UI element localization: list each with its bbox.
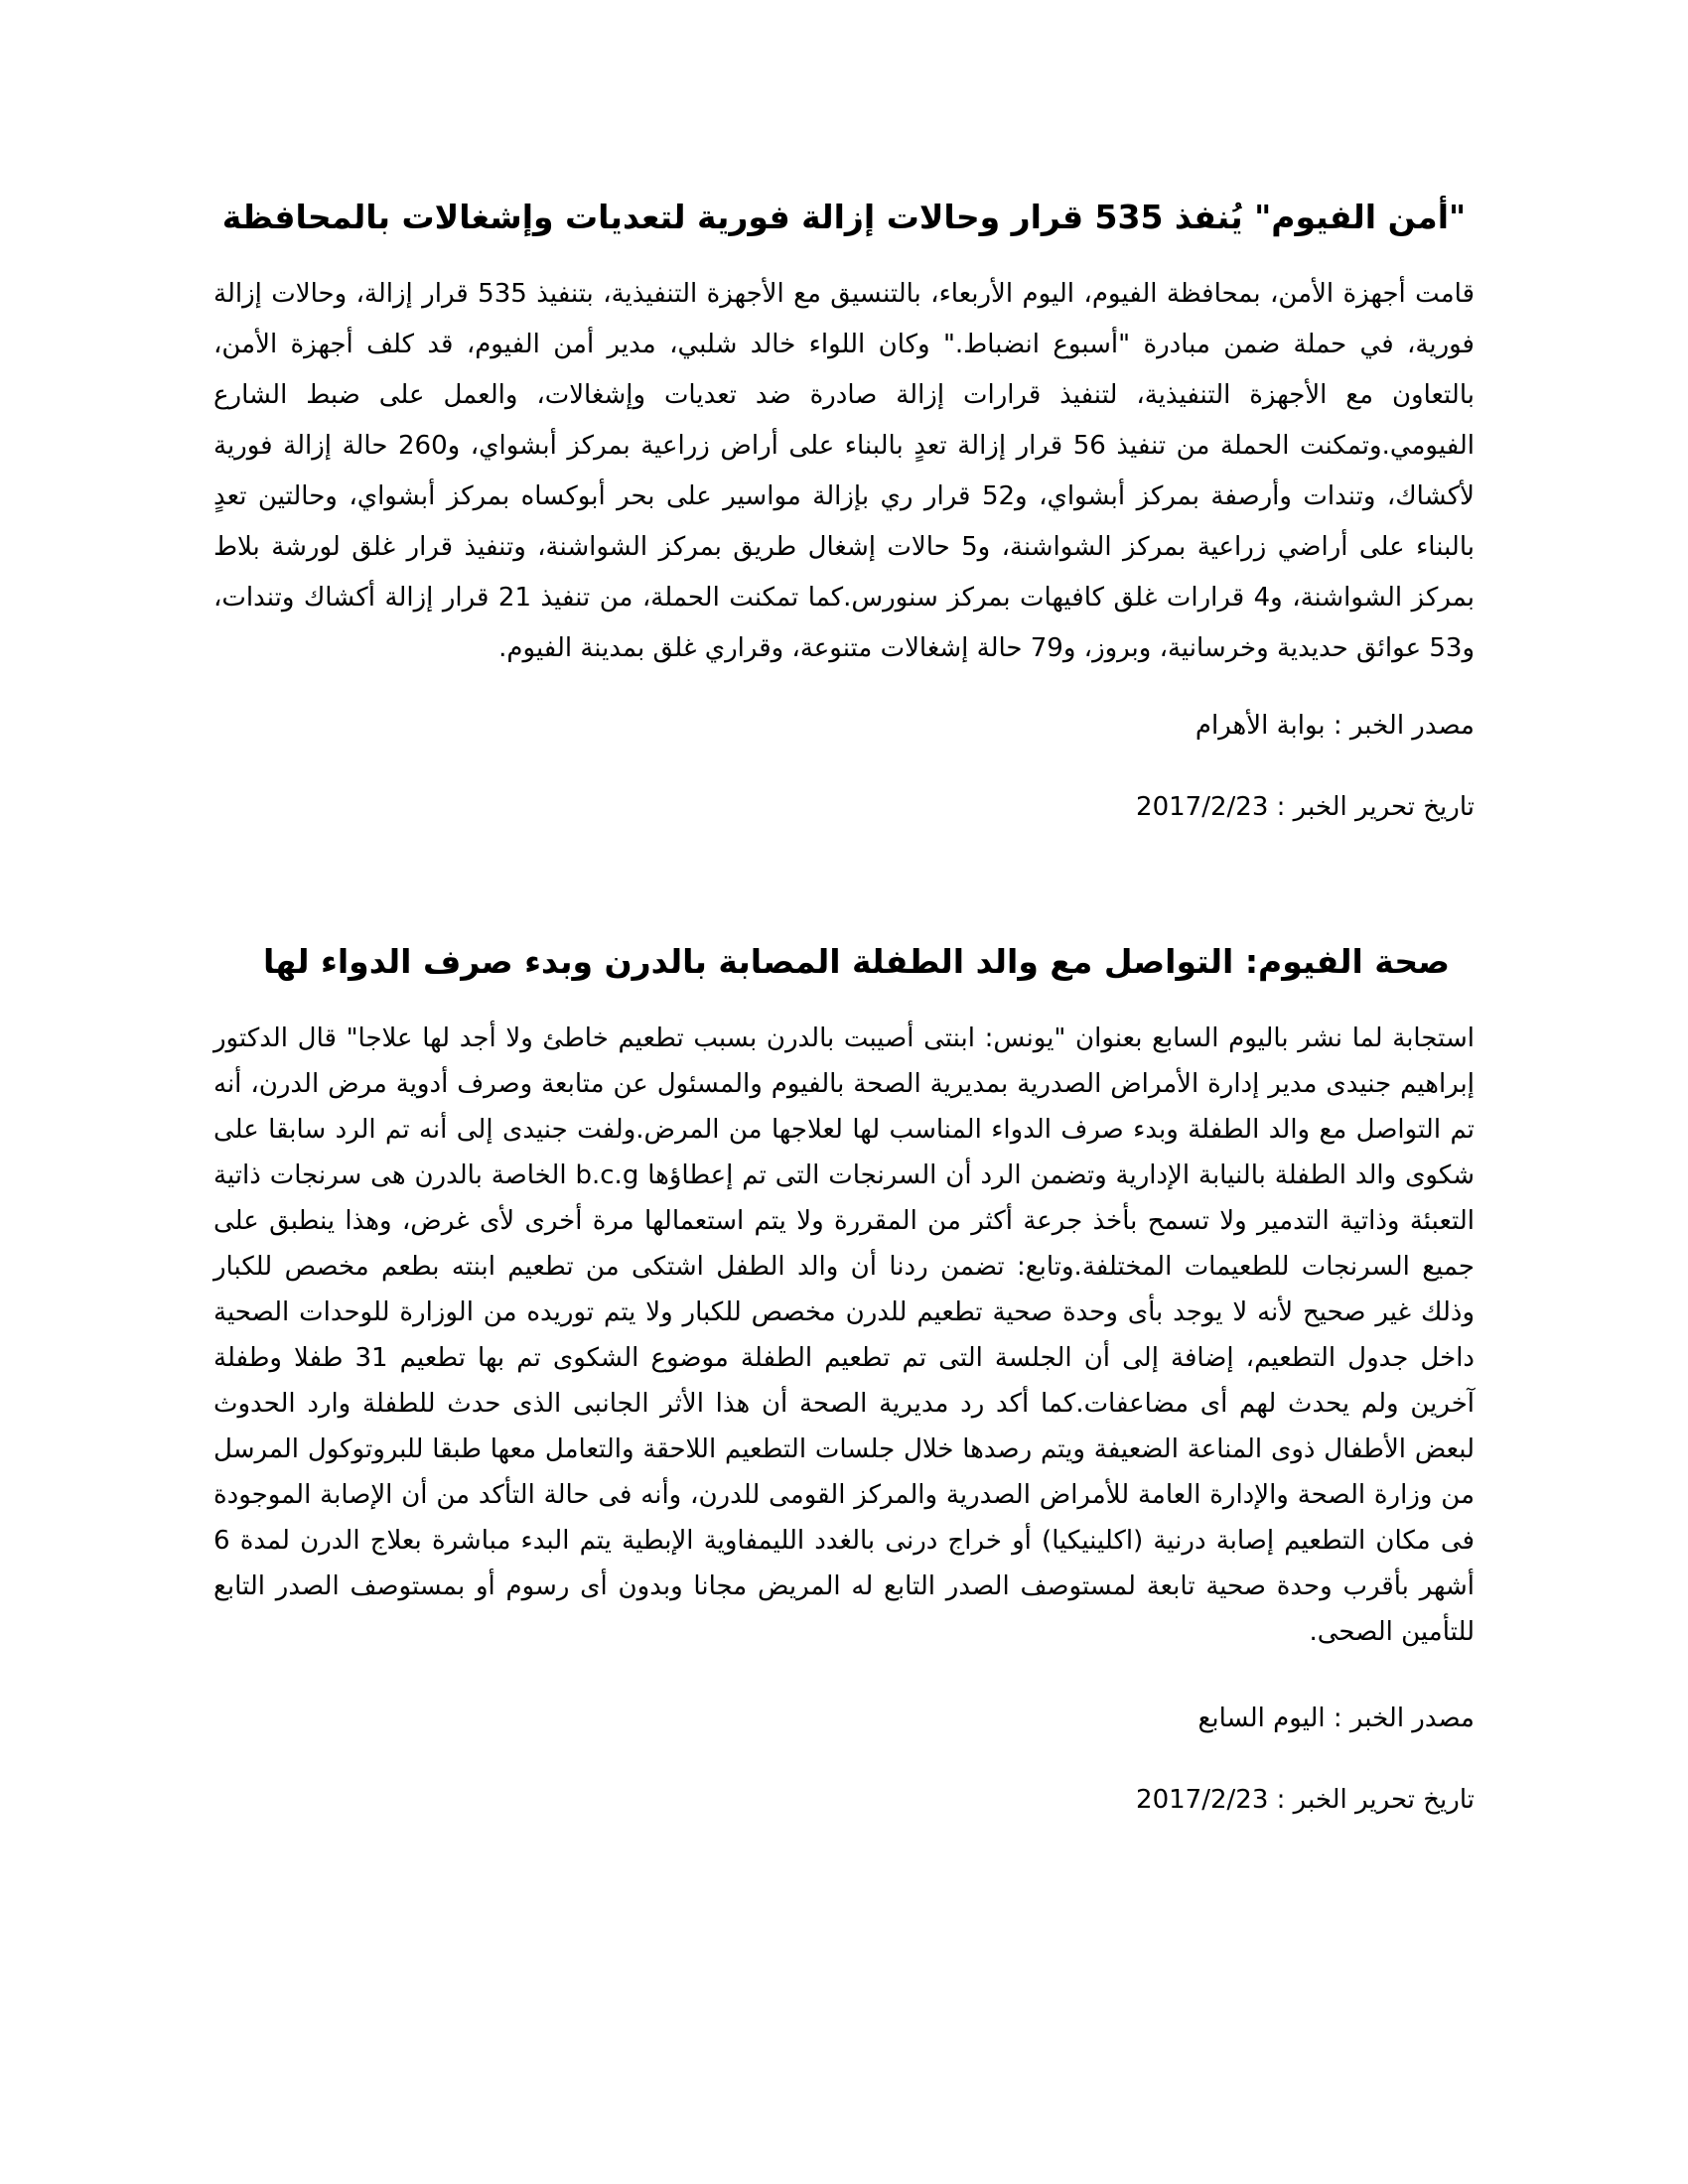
article-body: استجابة لما نشر باليوم السابع بعنوان "يونس: ابنتى أصيبت بالدرن بسبب تطعيم خاطئ ولا أجد لها علاجا" قال الدكتور إبراهيم جنيدى مدير إدارة الأمراض الصدرية بمديرية الصحة بالفيوم والمسئول عن متابعة وصرف أدوية مرض الدرن، أنه تم التواصل مع والد الطفلة وبدء صرف الدواء المناسب لها لعلاجها من المرض.ولفت جنيدى إلى أنه تم الرد سابقا على شكوى والد الطفلة بالنيابة الإدارية وتضمن الرد أن السرنجات التى تم إعطاؤها b.c.g الخاصة بالدرن هى سرنجات ذاتية التعبئة وذاتية التدمير ولا تسمح بأخذ جرعة أكثر من المقررة ولا يتم استعمالها مرة أخرى لأى غرض، وهذا ينطبق على جميع السرنجات للطعيمات المختلفة.وتابع: تضمن ردنا أن والد الطفل اشتكى من تطعيم ابنته بطعم مخصص للكبار وذلك غير صحيح لأنه لا يوجد بأى وحدة صحية تطعيم للدرن مخصص للكبار ولا يتم توريده من الوزارة للوحدات الصحية داخل جدول التطعيم، إضافة إلى أن الجلسة التى تم تطعيم الطفلة موضوع الشكوى تم بها تطعيم 31 طفلا وطفلة آخرين ولم يحدث لهم أى مضاعفات.كما أكد رد مديرية الصحة أن هذا الأثر الجانبى الذى حدث للطفلة وارد الحدوث لبعض الأطفال ذوى المناعة الضعيفة ويتم رصدها خلال جلسات التطعيم اللاحقة والتعامل معها طبقا للبروتوكول المرسل من وزارة الصحة والإدارة العامة للأمراض الصدرية والمركز القومى للدرن، وأنه فى حالة التأكد من أن الإصابة الموجودة فى مكان التطعيم إصابة درنية (اكلينيكيا) أو خراج درنى بالغدد الليمفاوية الإبطية يتم البدء مباشرة بعلاج الدرن لمدة 6 أشهر بأقرب وحدة صحية تابعة لمستوصف الصدر التابع له المريض مجانا وبدون أى رسوم أو بمستوصف الصدر التابع للتأمين الصحى. [213, 1024, 1476, 1647]
article-source: مصدر الخبر : بوابة الأهرام [1195, 711, 1475, 741]
article-date: تاريخ تحرير الخبر : 2017/2/23 [1136, 1785, 1475, 1815]
article-source: مصدر الخبر : اليوم السابع [1197, 1704, 1475, 1733]
article-headline: "أمن الفيوم" يُنفذ 535 قرار وحالات إزالة فورية لتعديات وإشغالات بالمحافظة [221, 198, 1467, 236]
article-body: قامت أجهزة الأمن، بمحافظة الفيوم، اليوم الأربعاء، بالتنسيق مع الأجهزة التنفيذية، بتنفيذ 535 قرار إزالة، وحالات إزالة فورية، في حملة ضمن مبادرة "أسبوع انضباط." وكان اللواء خالد شلبي، مدير أمن الفيوم، قد كلف أجهزة الأمن، بالتعاون مع الأجهزة التنفيذية، لتنفيذ قرارات إزالة صادرة ضد تعديات وإشغالات، والعمل على ضبط الشارع الفيومي.وتمكنت الحملة من تنفيذ 56 قرار إزالة تعدٍ بالبناء على أراض زراعية بمركز أبشواي، و260 حالة إزالة فورية لأكشاك، وتندات وأرصفة بمركز أبشواي، و52 قرار ري بإزالة مواسير على بحر أبوكساه بمركز أبشواي، وحالتين تعدٍ بالبناء على أراضي زراعية بمركز الشواشنة، و5 حالات إشغال طريق بمركز الشواشنة، وتنفيذ قرار غلق لورشة بلاط بمركز الشواشنة، و4 قرارات غلق كافيهات بمركز سنورس.كما تمكنت الحملة، من تنفيذ 21 قرار إزالة أكشاك وتندات، و53 عوائق حديدية وخرسانية، وبروز، و79 حالة إشغالات متنوعة، وقراري غلق بمدينة الفيوم. [213, 279, 1476, 663]
news-article [213, 194, 1475, 825]
news-article [213, 938, 1475, 1818]
article-date: تاريخ تحرير الخبر : 2017/2/23 [1136, 792, 1475, 822]
article-headline: صحة الفيوم: التواصل مع والد الطفلة المصابة بالدرن وبدء صرف الدواء لها [262, 942, 1450, 981]
